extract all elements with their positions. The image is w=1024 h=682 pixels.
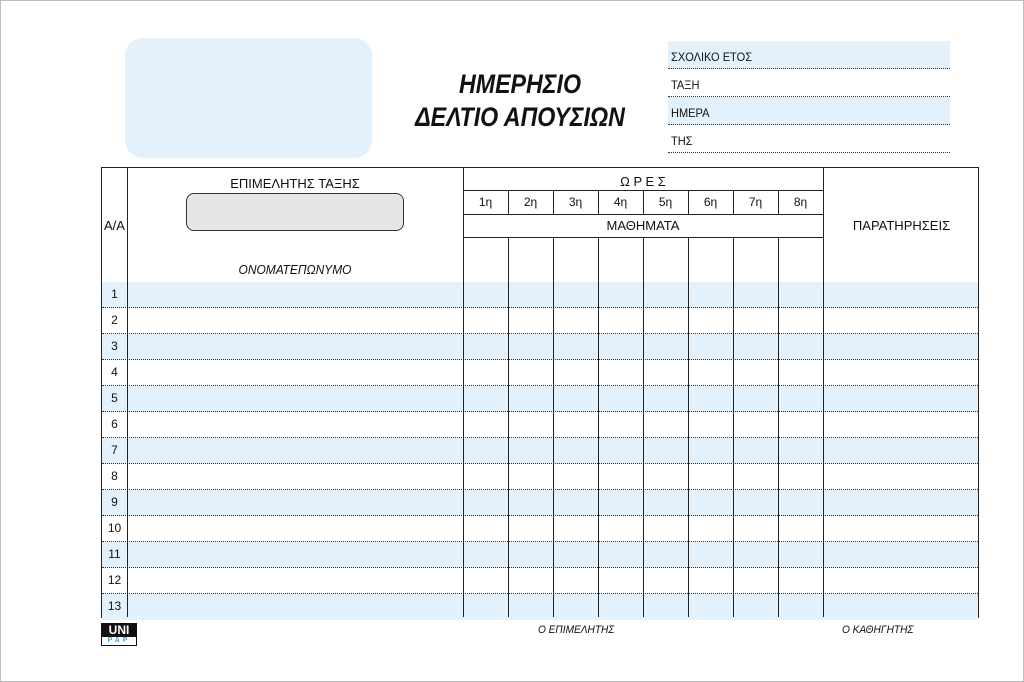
- hour-label: 5η: [658, 195, 673, 209]
- hour-column-line: [508, 237, 509, 617]
- hour-label: 2η: [523, 195, 538, 209]
- hour-label: 7η: [748, 195, 763, 209]
- school-year-label: ΣΧΟΛΙΚΟ ΕΤΟΣ: [671, 50, 753, 64]
- row-number: 2: [111, 313, 118, 327]
- table-row[interactable]: [102, 464, 978, 490]
- table-row[interactable]: [102, 308, 978, 334]
- table-row[interactable]: [102, 412, 978, 438]
- subjects-header: ΜΑΘΗΜΑΤΑ: [606, 218, 680, 233]
- remarks-header: ΠΑΡΑΤΗΡΗΣΕΙΣ: [852, 218, 951, 233]
- supervisor-signature-label: Ο ΕΠΙΜΕΛΗΤΗΣ: [538, 624, 615, 636]
- logo-placeholder-box: [125, 38, 372, 158]
- hour-cell-divider: [508, 190, 509, 214]
- hour-label: 6η: [703, 195, 718, 209]
- table-row[interactable]: [102, 568, 978, 594]
- table-row[interactable]: [102, 334, 978, 360]
- remarks-column-line: [823, 168, 824, 617]
- aa-header: Α/Α: [104, 218, 125, 233]
- unipap-logo: [101, 623, 137, 645]
- class-field[interactable]: [668, 69, 950, 97]
- hour-column-line: [688, 237, 689, 617]
- hour-cell-divider: [553, 190, 554, 214]
- hour-cell-divider: [778, 190, 779, 214]
- row-number: 6: [111, 417, 118, 431]
- aa-column-line: [127, 168, 128, 617]
- row-number: 4: [111, 365, 118, 379]
- row-number: 9: [111, 495, 118, 509]
- table-row[interactable]: [102, 542, 978, 568]
- hour-column-line: [733, 237, 734, 617]
- table-row[interactable]: [102, 360, 978, 386]
- class-label: ΤΑΞΗ: [671, 78, 700, 92]
- hour-cell-divider: [688, 190, 689, 214]
- brand-top-text: UNI: [101, 623, 137, 637]
- absence-table: [101, 167, 979, 618]
- table-row[interactable]: [102, 490, 978, 516]
- class-supervisor-header: ΕΠΙΜΕΛΗΤΗΣ ΤΑΞΗΣ: [230, 176, 360, 191]
- table-row[interactable]: [102, 594, 978, 620]
- hour-cell-divider: [598, 190, 599, 214]
- row-number: 5: [111, 391, 118, 405]
- hours-header: Ω Ρ Ε Σ: [620, 174, 666, 189]
- hour-cells-divider-line: [463, 214, 823, 215]
- hour-cell-divider: [643, 190, 644, 214]
- hour-cell-divider: [733, 190, 734, 214]
- date-field[interactable]: [668, 125, 950, 153]
- row-number: 10: [107, 521, 122, 535]
- table-row[interactable]: [102, 386, 978, 412]
- supervisor-name-box[interactable]: [186, 193, 404, 231]
- row-number: 3: [111, 339, 118, 353]
- row-number: 13: [107, 599, 122, 613]
- name-header: ΟΝΟΜΑΤΕΠΩΝΥΜΟ: [238, 262, 352, 277]
- day-field[interactable]: [668, 97, 950, 125]
- hour-column-line: [778, 237, 779, 617]
- day-label: ΗΜΕΡΑ: [671, 106, 710, 120]
- row-number: 11: [108, 547, 121, 561]
- title-line-1: ΗΜΕΡΗΣΙΟ: [458, 69, 582, 99]
- brand-bottom-text: PAP: [101, 637, 137, 646]
- date-label: ΤΗΣ: [671, 134, 693, 148]
- name-column-line: [463, 168, 464, 617]
- hour-column-line: [553, 237, 554, 617]
- hour-column-line: [643, 237, 644, 617]
- hour-label: 3η: [568, 195, 583, 209]
- school-year-field[interactable]: [668, 41, 950, 69]
- table-row[interactable]: [102, 438, 978, 464]
- row-number: 12: [107, 573, 122, 587]
- teacher-signature-label: Ο ΚΑΘΗΓΗΤΗΣ: [842, 624, 914, 636]
- hour-label: 1η: [478, 195, 493, 209]
- document-title: [413, 68, 628, 134]
- hour-column-line: [598, 237, 599, 617]
- title-line-2: ΔΕΛΤΙΟ ΑΠΟΥΣΙΩΝ: [415, 102, 625, 132]
- info-fields: [668, 41, 950, 153]
- row-number: 8: [111, 469, 118, 483]
- row-number: 7: [111, 443, 118, 457]
- hour-label: 4η: [613, 195, 628, 209]
- table-row[interactable]: [102, 282, 978, 308]
- table-row[interactable]: [102, 516, 978, 542]
- row-number: 1: [111, 287, 118, 301]
- hour-label: 8η: [793, 195, 808, 209]
